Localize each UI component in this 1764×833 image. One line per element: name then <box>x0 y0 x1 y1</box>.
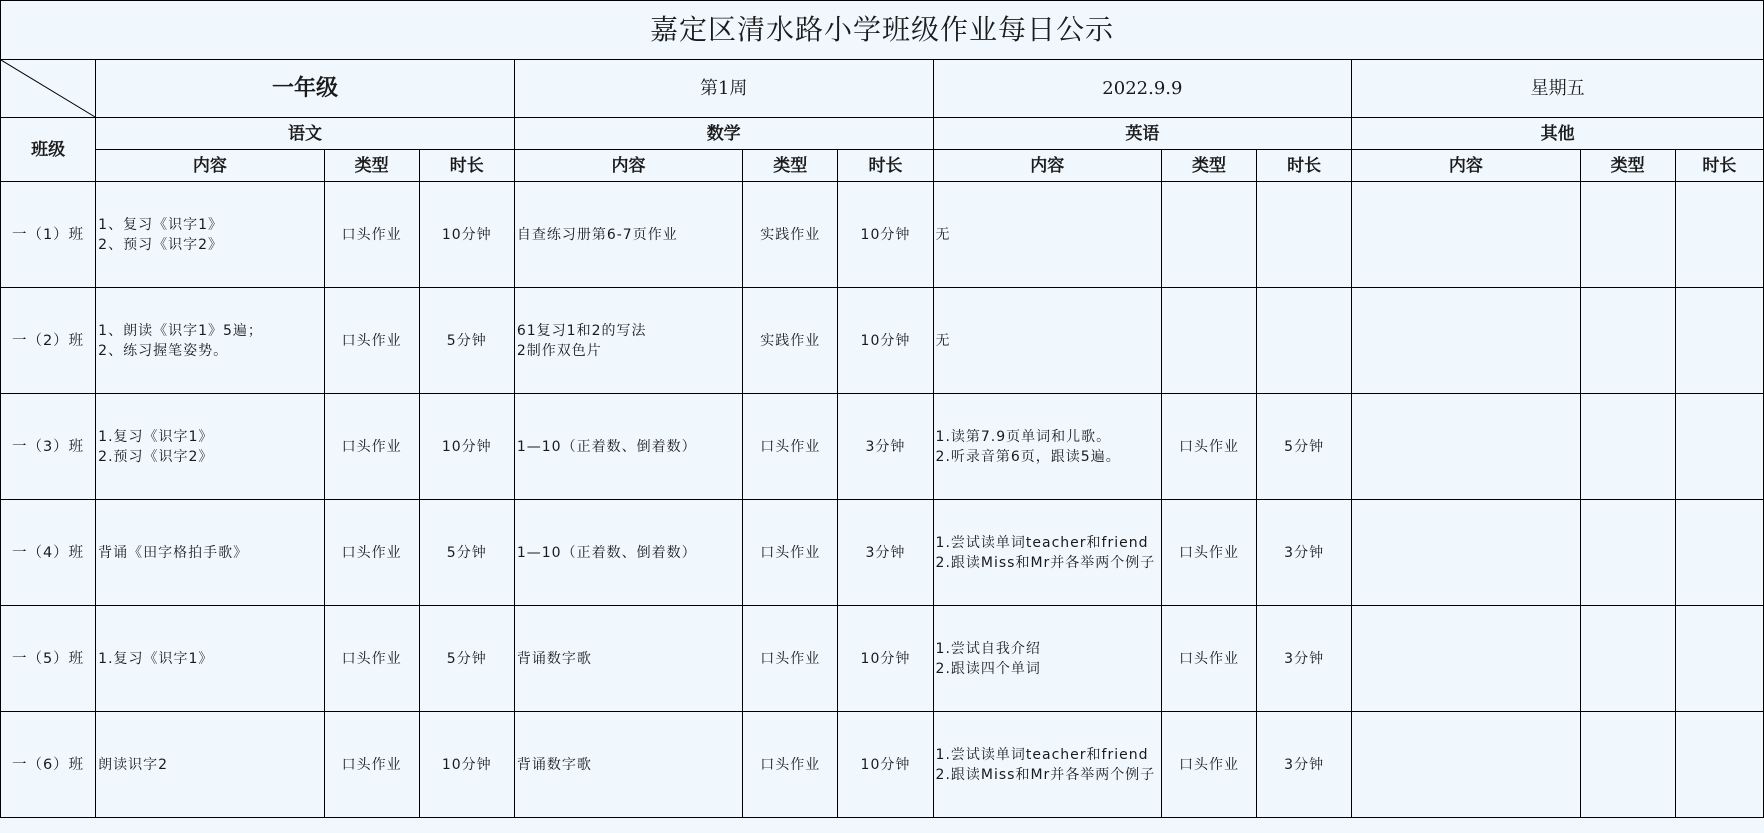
english-content-header: 内容 <box>933 150 1161 182</box>
english-content-cell: 1.尝试自我介绍 2.跟读四个单词 <box>933 606 1161 712</box>
other-type-cell <box>1580 182 1675 288</box>
english-type-cell <box>1161 182 1256 288</box>
math-time-cell: 3分钟 <box>838 500 933 606</box>
class-column-header: 班级 <box>1 118 96 182</box>
math-content-header: 内容 <box>514 150 742 182</box>
chinese-time-cell: 5分钟 <box>419 606 514 712</box>
other-type-cell <box>1580 606 1675 712</box>
math-content-cell: 1—10（正着数、倒着数） <box>514 500 742 606</box>
grade-cell: 一年级 <box>96 60 515 118</box>
math-content-cell: 背诵数字歌 <box>514 606 742 712</box>
chinese-type-cell: 口头作业 <box>324 606 419 712</box>
table-row <box>1 288 1764 394</box>
chinese-content-cell: 1、朗读《识字1》5遍； 2、练习握笔姿势。 <box>96 288 324 394</box>
page-title: 嘉定区清水路小学班级作业每日公示 <box>1 1 1764 60</box>
math-type-header: 类型 <box>743 150 838 182</box>
other-type-cell <box>1580 500 1675 606</box>
other-content-header: 内容 <box>1352 150 1580 182</box>
math-content-cell: 背诵数字歌 <box>514 712 742 818</box>
week-cell: 第1周 <box>514 60 933 118</box>
chinese-content-cell: 1.复习《识字1》 <box>96 606 324 712</box>
table-row <box>1 712 1764 818</box>
english-type-cell: 口头作业 <box>1161 606 1256 712</box>
chinese-type-cell: 口头作业 <box>324 500 419 606</box>
math-type-cell: 口头作业 <box>743 606 838 712</box>
subject-english-header: 英语 <box>933 118 1352 150</box>
subject-math-header: 数学 <box>514 118 933 150</box>
class-name-cell: 一（4）班 <box>1 500 96 606</box>
english-time-cell <box>1257 288 1352 394</box>
chinese-type-cell: 口头作业 <box>324 288 419 394</box>
english-content-cell: 无 <box>933 182 1161 288</box>
chinese-type-cell: 口头作业 <box>324 182 419 288</box>
english-content-cell: 无 <box>933 288 1161 394</box>
english-content-cell: 1.读第7.9页单词和儿歌。 2.听录音第6页，跟读5遍。 <box>933 394 1161 500</box>
math-type-cell: 口头作业 <box>743 500 838 606</box>
english-type-cell: 口头作业 <box>1161 500 1256 606</box>
english-time-cell: 3分钟 <box>1257 500 1352 606</box>
class-name-cell: 一（3）班 <box>1 394 96 500</box>
other-content-cell <box>1352 394 1580 500</box>
other-time-cell <box>1675 500 1763 606</box>
other-type-header: 类型 <box>1580 150 1675 182</box>
subject-chinese-header: 语文 <box>96 118 515 150</box>
chinese-time-header: 时长 <box>419 150 514 182</box>
math-time-cell: 10分钟 <box>838 606 933 712</box>
other-type-cell <box>1580 394 1675 500</box>
english-type-cell <box>1161 288 1256 394</box>
other-time-cell <box>1675 288 1763 394</box>
math-time-cell: 10分钟 <box>838 288 933 394</box>
math-content-cell: 61复习1和2的写法 2制作双色片 <box>514 288 742 394</box>
math-time-header: 时长 <box>838 150 933 182</box>
table-row <box>1 182 1764 288</box>
other-time-cell <box>1675 712 1763 818</box>
english-type-cell: 口头作业 <box>1161 712 1256 818</box>
english-type-cell: 口头作业 <box>1161 394 1256 500</box>
diagonal-line <box>1 60 95 117</box>
chinese-time-cell: 10分钟 <box>419 182 514 288</box>
math-type-cell: 实践作业 <box>743 182 838 288</box>
other-type-cell <box>1580 712 1675 818</box>
chinese-content-cell: 背诵《田字格拍手歌》 <box>96 500 324 606</box>
math-time-cell: 3分钟 <box>838 394 933 500</box>
class-name-cell: 一（2）班 <box>1 288 96 394</box>
chinese-content-cell: 1.复习《识字1》 2.预习《识字2》 <box>96 394 324 500</box>
english-time-cell: 3分钟 <box>1257 712 1352 818</box>
chinese-content-cell: 朗读识字2 <box>96 712 324 818</box>
math-type-cell: 口头作业 <box>743 394 838 500</box>
chinese-time-cell: 5分钟 <box>419 500 514 606</box>
other-type-cell <box>1580 288 1675 394</box>
math-time-cell: 10分钟 <box>838 712 933 818</box>
math-content-cell: 自查练习册第6-7页作业 <box>514 182 742 288</box>
english-time-cell: 3分钟 <box>1257 606 1352 712</box>
other-content-cell <box>1352 500 1580 606</box>
chinese-type-header: 类型 <box>324 150 419 182</box>
english-time-cell: 5分钟 <box>1257 394 1352 500</box>
subject-other-header: 其他 <box>1352 118 1764 150</box>
table-row <box>1 500 1764 606</box>
chinese-content-cell: 1、复习《识字1》 2、预习《识字2》 <box>96 182 324 288</box>
weekday-cell: 星期五 <box>1352 60 1764 118</box>
other-content-cell <box>1352 712 1580 818</box>
math-type-cell: 实践作业 <box>743 288 838 394</box>
chinese-time-cell: 5分钟 <box>419 288 514 394</box>
class-name-cell: 一（5）班 <box>1 606 96 712</box>
english-time-cell <box>1257 182 1352 288</box>
class-name-cell: 一（1）班 <box>1 182 96 288</box>
english-content-cell: 1.尝试读单词teacher和friend 2.跟读Miss和Mr并各举两个例子 <box>933 712 1161 818</box>
other-content-cell <box>1352 606 1580 712</box>
chinese-type-cell: 口头作业 <box>324 712 419 818</box>
other-time-header: 时长 <box>1675 150 1763 182</box>
math-time-cell: 10分钟 <box>838 182 933 288</box>
english-time-header: 时长 <box>1257 150 1352 182</box>
chinese-content-header: 内容 <box>96 150 324 182</box>
other-content-cell <box>1352 182 1580 288</box>
english-type-header: 类型 <box>1161 150 1256 182</box>
diagonal-header-cell <box>1 60 96 118</box>
class-name-cell: 一（6）班 <box>1 712 96 818</box>
chinese-time-cell: 10分钟 <box>419 394 514 500</box>
chinese-type-cell: 口头作业 <box>324 394 419 500</box>
math-content-cell: 1—10（正着数、倒着数） <box>514 394 742 500</box>
other-content-cell <box>1352 288 1580 394</box>
other-time-cell <box>1675 606 1763 712</box>
table-row <box>1 394 1764 500</box>
chinese-time-cell: 10分钟 <box>419 712 514 818</box>
date-cell: 2022.9.9 <box>933 60 1352 118</box>
other-time-cell <box>1675 182 1763 288</box>
english-content-cell: 1.尝试读单词teacher和friend 2.跟读Miss和Mr并各举两个例子 <box>933 500 1161 606</box>
other-time-cell <box>1675 394 1763 500</box>
table-row <box>1 606 1764 712</box>
math-type-cell: 口头作业 <box>743 712 838 818</box>
